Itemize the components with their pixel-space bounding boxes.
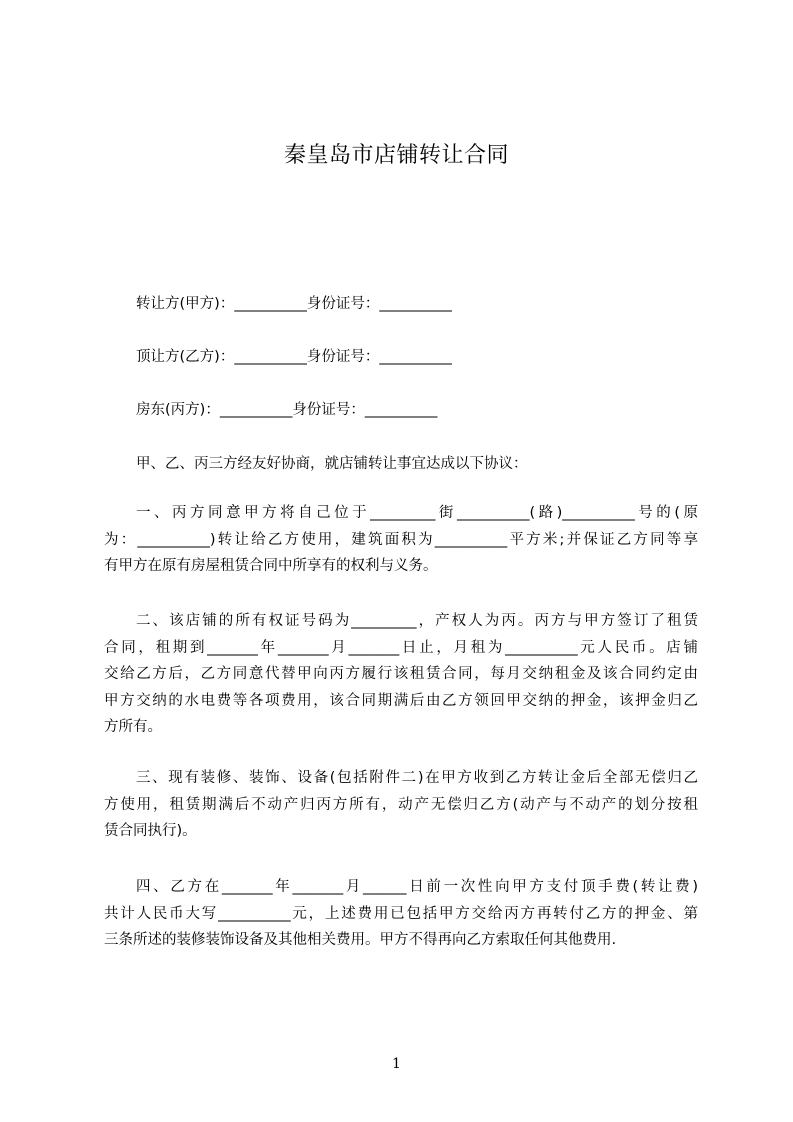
clause-4-line-1: 四、乙方在_______年_______月______日前一次性向甲方支付顶手费(转让费) <box>136 879 698 895</box>
clause-3 <box>104 765 698 845</box>
clause-2 <box>104 608 698 741</box>
clause-4-line-2: 共计人民币大写__________元，上述费用已包括甲方交给丙方再转付乙方的押金、第 <box>104 905 698 922</box>
clause-2-line-5: 方所有。 <box>104 719 162 735</box>
party-transferee-line: 顶让方(乙方)：__________身份证号：__________ <box>136 349 452 365</box>
clause-3-line-1: 三、现有装修、装饰、设备(包括附件二)在甲方收到乙方转让金后全部无偿归乙 <box>136 770 698 786</box>
clause-4 <box>104 874 698 954</box>
clause-3-line-3: 赁合同执行)。 <box>104 823 197 839</box>
clause-2-line-2: 合同，租期到_______年_______月_______日止，月租为__________元人民币。店铺 <box>104 639 698 656</box>
clause-3-line-2: 方使用，租赁期满后不动产归丙方所有，动产无偿归乙方(动产与不动产的划分按租 <box>104 796 698 813</box>
clause-2-line-3: 交给乙方后，乙方同意代替甲向丙方履行该租赁合同，每月交纳租金及该合同约定由 <box>104 666 698 682</box>
clause-2-line-1: 二、该店铺的所有权证号码为_________，产权人为丙。丙方与甲方签订了租赁 <box>136 613 698 629</box>
page-number: 1 <box>392 1056 401 1072</box>
clause-1 <box>104 500 698 580</box>
document-title: 秦皇岛市店铺转让合同 <box>283 143 509 168</box>
clause-1-line-1: 一、丙方同意甲方将自己位于_________街__________(路)__________号的(原 <box>136 505 698 521</box>
clause-2-line-4: 甲方交纳的水电费等各项费用，该合同期满后由乙方领回甲交纳的押金，该押金归乙 <box>104 692 698 709</box>
party-landlord-line: 房东(丙方)：__________身份证号：__________ <box>136 402 438 418</box>
party-transferor-line: 转让方(甲方)：__________身份证号：__________ <box>136 296 452 312</box>
clause-1-line-3: 有甲方在原有房屋租赁合同中所享有的权利与义务。 <box>104 558 438 574</box>
clause-1-line-2: 为：__________)转让给乙方使用，建筑面积为__________平方米;并保证乙方同等享 <box>104 531 698 548</box>
clause-4-line-3: 三条所述的装修装饰设备及其他相关费用。甲方不得再向乙方索取任何其他费用. <box>104 932 617 948</box>
agreement-preamble: 甲、乙、丙三方经友好协商，就店铺转让事宜达成以下协议： <box>136 456 528 472</box>
